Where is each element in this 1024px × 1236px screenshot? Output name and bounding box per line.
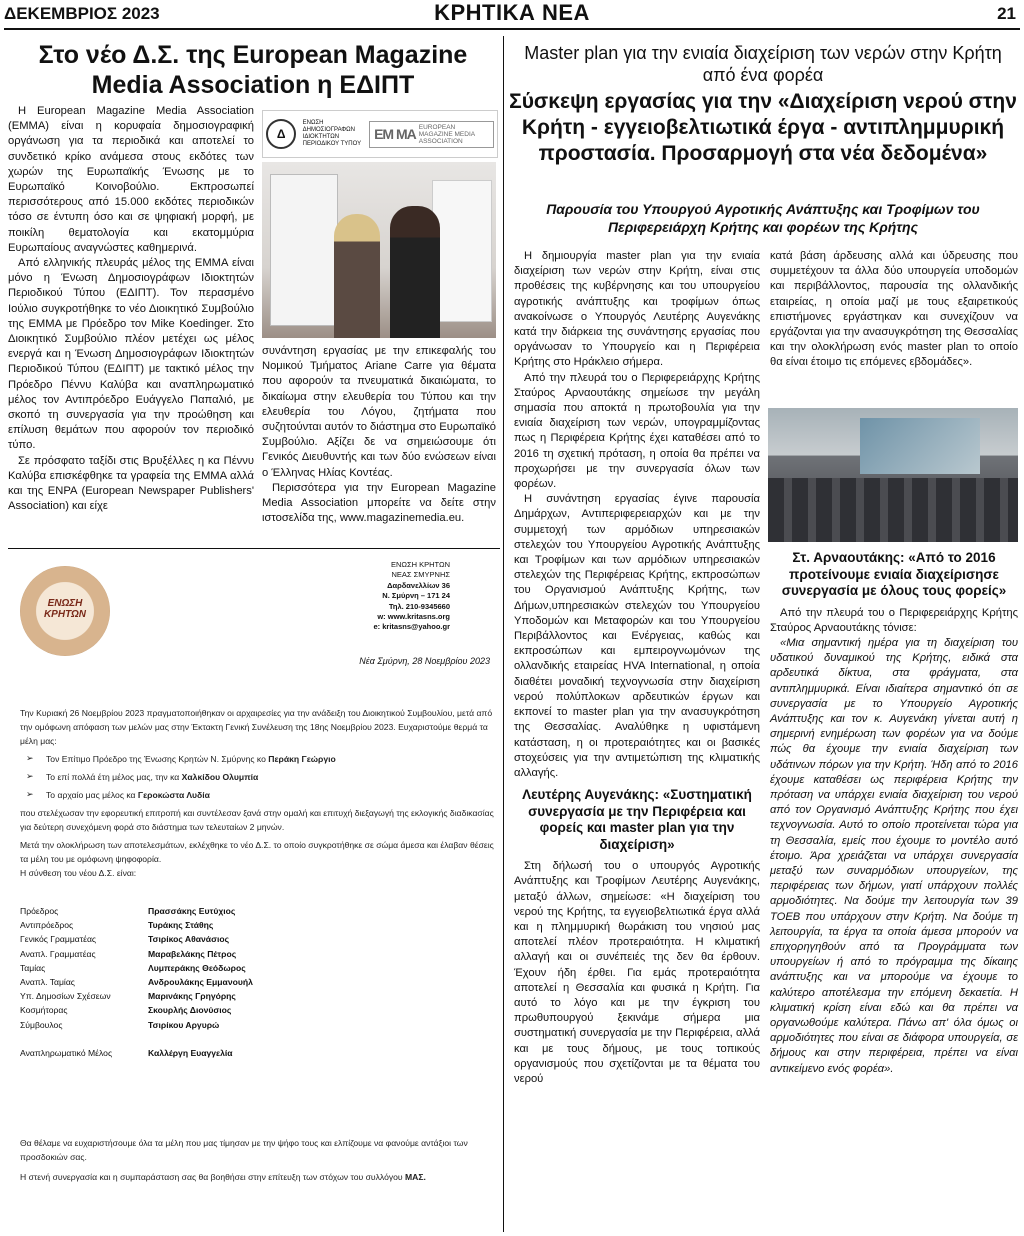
bullet-text: Το αρχαίο μας μέλος κα [46, 790, 138, 800]
article2-paragraph: Στη δήλωσή του ο υπουργός Αγροτικής Ανάπτυξης και Τροφίμων Λευτέρης Αυγενάκης, μεταξύ άλλων, σημείωσε: «Η διαχείριση του νερού της Κρήτης, τα εγγειοβελτιωτικά έργα αλλά και η πλημμυρική θωράκιση του νησιού μας αποτελεί πλέον προτεραιότητα. Η κλιματική αλλαγή και οι συνέπειές της δεν θα έρθουν. Έχουν ήδη έρθει. Για εμάς προτεραιότητα αποτελεί η Θεσσαλία και φυσικά η Κρήτη. Για αυτό το λόγο και με την έγκριση του πρωθυπουργού ξεκινάμε σήμερα μια συστηματική συνεργασία με την Περιφέρεια, αλλά και με τους δήμους, με τους τοπικούς οργανισμούς που σχετίζονται με τα θέματα του νερού [514, 860, 760, 1085]
board-row [20, 947, 320, 961]
address-line: ΕΝΩΣΗ ΚΡΗΤΩΝ [390, 560, 450, 569]
edipt-logo-text: ΕΝΩΣΗ ΔΗΜΟΣΙΟΓΡΑΦΩΝ ΙΔΙΟΚΤΗΤΩΝ ΠΕΡΙΟΔΙΚΟΥ ΤΥΠΟΥ [302, 120, 362, 147]
board-role: Αναπλ. Γραμματέας [20, 948, 96, 959]
board-name: Τσιρίκου Αργυρώ [148, 1019, 220, 1030]
address-line: Τηλ. 210-9345660 [388, 601, 450, 611]
article1-col2 [262, 344, 496, 526]
board-name: Πρασσάκης Ευτύχιος [148, 906, 236, 916]
letter-bullet [20, 752, 496, 766]
board-row [20, 932, 320, 946]
closing-emphasis: ΜΑΣ. [405, 1172, 426, 1182]
board-name: Τυράκης Στάθης [148, 920, 214, 931]
board-role: Πρόεδρος [20, 906, 59, 916]
letter-body [20, 706, 496, 880]
article2-headline: Σύσκεψη εργασίας για την «Διαχείριση νερού στην Κρήτη - εγγειοβελτιωτικά έργα - αντιπλημμυρική προστασία. Προσαρμογή στα νέα δεδομένα» [509, 90, 1017, 165]
issue-date: ΔΕΚΕΜΒΡΙΟΣ 2023 [4, 4, 160, 23]
article2-col2 [770, 249, 1018, 371]
board-name: Λυμπεράκης Θεόδωρος [148, 962, 246, 973]
article2-paragraph: Από την πλευρά του ο Περιφερειάρχης Κρήτης Σταύρος Αρναουτάκης τόνισε: [770, 606, 1018, 634]
board-row [20, 918, 320, 932]
article1-photo [262, 162, 496, 338]
board-name: Μαρινάκης Γρηγόρης [148, 991, 236, 1002]
board-intro: Η σύνθεση του νέου Δ.Σ. είναι: [20, 868, 137, 878]
board-name: Σκουρλής Διονύσιος [148, 1005, 232, 1016]
board-name: Τσιρίκος Αθανάσιος [148, 934, 230, 945]
article2-col1 [514, 249, 760, 1087]
board-name: Καλλέργη Ευαγγελία [148, 1047, 233, 1058]
edipt-logo: Δ [266, 119, 296, 149]
address-line: ΝΕΑΣ ΣΜΥΡΝΗΣ [391, 570, 450, 580]
article1-col1 [8, 104, 254, 514]
bullet-text: Το επί πολλά έτη μέλος μας, την κα [46, 772, 182, 782]
article1-paragraph: Η European Magazine Media Association (EMMA) είναι η κορυφαία δημοσιογραφική οργάνωση για τα περιοδικά και αποτελεί το συνδετικό κρίκο ανάμεσα στους εκδότες των χωρών της Ευρωπαϊκής Ένωσης με το Ευρωπαϊκό Κοινοβούλιο. Εκπροσωπεί περισσότερους από 15.000 εκδότες περιοδικών τόσο σε έντυπη όσο και σε ψηφιακή μορφή, με ποικίλη θεματολογία και εκατομμύρια Ευρωπαίους αναγνώστες καθημερινά. [8, 105, 254, 254]
board-role: Σύμβουλος [20, 1019, 63, 1030]
letter-paragraph: Θα θέλαμε να ευχαριστήσουμε όλα τα μέλη που μας τίμησαν με την ψήφο τους και ελπίζουμε να φανούμε αντάξιοι των προσδοκιών σας. [20, 1138, 468, 1162]
article2-subheading: Στ. Αρναουτάκης: «Από το 2016 προτείνουμε ενιαία διαχείρισησε συνεργασία με όλους τους φορείς» [781, 550, 1007, 598]
bullet-name: Χαλκίδου Ολυμπία [181, 772, 259, 782]
article2-quote: «Μια σημαντική ημέρα για τη διαχείριση του υδατικού δυναμικού της Κρήτης, ειδικά στα αρδευτικά δίκτυα, στα φράγματα, στα αντιπλημμυρικά. Είναι ιδιαίτερα σημαντικό ότι σε συνεργασία με το Υπουργείο Αγροτικής Ανάπτυξης και τον κ. Αυγενάκη γίνεται αυτή η σημερινή ενημέρωση των φορέων για να δούμε πώς θα έχουμε την ενιαία διαχείριση των υδάτινων πόρων για την Κρήτη. Ήδη από το 2016 έχουμε καταθέσει ως περιφέρεια Κρήτης την πρόταση να υπάρχει ενιαία διαχείριση του νερού από τον Οργανισμό Ανάπτυξης Κρήτης που έχει τεχνογνωσία. Αυτό το οποίο προτείνεται τώρα για τη Θεσσαλία, εμείς που έχουμε το μοντέλο αυτό έτοιμο. Άρα χρειάζεται να υπάρχει συνεργασία μεταξύ των συναρμόδιων υπουργείων, της περιφέρειας των δήμων, γιατί υπάρχουν πολλές αρμοδιότητες. Να δούμε την λειτουργία των 39 ΤΟΕΒ που υπάρχουν στην Κρήτη. Να δούμε τη λειτουργία, τα έργα τα οποία άμεσα μπορούν να επιχορηγηθούν από τα Προγράμματα των υπουργείων ή από το πρόγραμμα της δίκαιης ανάπτυξης και να μπορούμε να έχουμε το καλύτερο αποτέλεσμα την επόμενη δεκαετία. Η κλιματική κρίση είναι εδώ και θα πρέπει να οργανωθούμε καλύτερα. Πάνω απ' όλα όμως οι αρμοδιότητες που είναι σε διάφορα υπουργεία, σε δήμους και στην περιφέρεια, πρέπει να είναι αντικείμενο ενός φορέα». [770, 636, 1018, 1075]
article2-kicker: Master plan για την ενιαία διαχείριση των νερών στην Κρήτη από ένα φορέα [524, 43, 1002, 85]
board-role: Αντιπρόεδρος [20, 920, 74, 931]
board-row [20, 904, 320, 918]
photo-table [768, 478, 1018, 542]
article1-logos [262, 110, 498, 158]
board-role: Γενικός Γραμματέας [20, 934, 97, 945]
board-role: Ταμίας [20, 962, 46, 973]
board-name: Μαραβελάκης Πέτρος [148, 948, 237, 959]
letter-paragraph: Την Κυριακή 26 Νοεμβρίου 2023 πραγματοποιήθηκαν οι αρχαιρεσίες για την ανάδειξη του Διοικητικού Συμβουλίου, μετά από την ομόφωνη απόφαση των μελών μας στην Έκτακτη Γενική Συνέλευση της 18ης Νοεμβρίου 2023. Ευχαριστούμε θερμά τα μέλη μας: [20, 708, 493, 746]
bullet-name: Περάκη Γεώργιο [268, 754, 336, 764]
board-row [20, 975, 320, 989]
letter-paragraph [20, 1170, 496, 1184]
address-line: Ν. Σμύρνη – 171 24 [382, 591, 450, 601]
enosi-kriton-logo-text: ΕΝΩΣΗ ΚΡΗΤΩΝ [43, 598, 87, 620]
article2-paragraph: Η συνάντηση εργασίας έγινε παρουσία Δημάρχων, Αντιπεριφερειαρχών και με την συμμετοχή των αρμόδιων υπηρεσιακών στελεχών του Υπουργείου Αγροτικής Ανάπτυξης και Τροφίμων και των αρμόδιων υπηρεσιακών στελεχών της Περιφέρειας Κρήτης, εκπροσώπων του Οργανισμού Ανάπτυξης Κρήτης, των Δήμων,υπηρεσιακών στελεχών του Υπουργείου Υποδομών και Μεταφορών και του Υπουργείου Περιβάλλοντος και Ενέργειας, καθώς και εκπροσώπων και εμπειρογνωμόνων της ολλανδικής εταιρείας HVA International, η οποία διαθέτει μοναδική τεχνογνωσία στην διαχείριση νερού πολύπλοκων αρδευτικών έργων και εκπονεί το master plan για την ανασυγκρότηση της Θεσσαλίας. Αναλύθηκε η υφιστάμενη κατάσταση, η οι προτεραιότητες και οι βασικές στοχεύσεις για την αντιμετώπιση της κλιματικής αλλαγής. [514, 493, 760, 779]
board-row [20, 961, 320, 975]
board-role: Αναπληρωματικό Μέλος [20, 1047, 113, 1058]
bullet-name: Γερoκώστα Λυδία [137, 790, 210, 800]
column-divider [503, 36, 504, 1232]
letter-bullet [20, 770, 496, 784]
emma-logo [369, 121, 494, 148]
letter-paragraph: Μετά την ολοκλήρωση των αποτελεσμάτων, εκλέχθηκε το νέο Δ.Σ. το οποίο συγκροτήθηκε σε σώμα άμεσα και έλαβαν θέσεις τα μέλη του με ομόφωνη ψηφοφορία. [20, 840, 494, 864]
address-line: w: www.kritasns.org [377, 612, 450, 622]
bullet-text: Τον Επίτιμο Πρόεδρο της Ένωσης Κρητών Ν. Σμύρνης κο [46, 754, 269, 764]
article2-subheading: Λευτέρης Αυγενάκης: «Συστηματική συνεργασία με την Περιφέρεια και φορείς και master plan για την διαχείριση» [522, 787, 752, 852]
photo-banner [270, 174, 338, 326]
board-role: Υπ. Δημοσίων Σχέσεων [20, 991, 111, 1002]
article2-photo [768, 408, 1018, 542]
photo-screen [860, 418, 980, 474]
board-role: Κοσμήτορας [20, 1005, 68, 1016]
board-row [20, 1018, 320, 1032]
address-line: Δαρδανελλίων 36 [387, 580, 450, 590]
emma-logo-text: EUROPEAN MAGAZINE MEDIA ASSOCIATION [418, 123, 475, 145]
article1-paragraph: Σε πρόσφατο ταξίδι στις Βρυξέλλες η κα Πέννυ Καλύβα επισκέφθηκε τα γραφεία της EMMA αλλά και της ENPA (European Newspaper Publishers' Association) και είχε [8, 454, 254, 513]
article2-paragraph: Από την πλευρά του ο Περιφερειάρχης Κρήτης Σταύρος Αρναουτάκης σημείωσε την μεγάλη σημασία που αποκτά η πρωτοβουλία για την ενιαία διαχείριση των νερών, υπογραμμίζοντας πως η Περιφέρεια Κρήτης έχει καταθέσει από το 2016 τη σχετική πρόταση, η οποία θα πρέπει να προχωρήσει με την συνεργασία όλων των φορέων. [514, 371, 760, 491]
photo-banner [432, 180, 492, 322]
article2-subtitle: Παρουσία του Υπουργού Αγροτικής Ανάπτυξης και Τροφίμων του Περιφερειάρχη Κρήτης και φορέων της Κρήτης [546, 201, 980, 235]
article1-headline: Στο νέο Δ.Σ. της European Magazine Media Association η ΕΔΙΠΤ [38, 41, 468, 99]
board-row [20, 1046, 320, 1060]
board-row [20, 989, 320, 1003]
photo-person [390, 206, 440, 338]
article2-paragraph: κατά βάση άρδευσης αλλά και ύδρευσης που συμμετέχουν τα άλλα δύο υπουργεία υποδομών και περιβάλλοντος, παρουσία της ολλανδικής εταιρείας, η οποία μαζί με τους εξαιρετικούς επιστήμονες εργάστηκαν και συνεχίζουν να εργάζονται για την ανασυγκρότηση της Θεσσαλίας και την ολοκλήρωση ενός master plan το οποίο θα είναι έτοιμο τις επόμενες εβδομάδες». [770, 250, 1018, 369]
newspaper-title: ΚΡΗΤΙΚΑ ΝΕΑ [434, 0, 590, 25]
section-divider [8, 548, 500, 549]
letter-bullet [20, 788, 496, 802]
article2-paragraph: Η δημιουργία master plan για την ενιαία διαχείριση των νερών στην Κρήτη, είναι στις προθέσεις της κυβέρνησης και του υπουργείου αγροτικής ανάπτυξης και τροφίμων όπως ανακοίνωσε ο Υπουργός Λευτέρης Αυγενάκης κατά την διάρκεια της συνάντησης εργασίας που οργάνωσαν το Υπουργείο και η Περιφέρεια Κρήτης στο Ηράκλειο σήμερα. [514, 250, 760, 369]
closing-text: Η στενή συνεργασία και η συμπαράσταση σας θα βοηθήσει στην επίτευξη των στόχων του συλλόγου [20, 1172, 406, 1182]
letter-address [330, 560, 450, 633]
letter-paragraph: που στελέχωσαν την εφορευτική επιτροπή και συντέλεσαν ξανά στην ομαλή και επιτυχή διεξαγωγή της εκλογικής διαδικασίας για δεύτερη συνεχόμενη φορά στο διάστημα των τελευταίων 2 μηνών. [20, 808, 494, 832]
photo-person [334, 214, 380, 338]
emma-logo-mark: EM MA [374, 126, 416, 142]
board-name: Ανδρουλάκης Εμμανουήλ [148, 977, 253, 988]
letter-closing [20, 1136, 496, 1184]
page-number: 21 [997, 4, 1016, 23]
address-line: e: kritasns@yahoo.gr [373, 622, 450, 632]
board-list [20, 904, 320, 1060]
letter-date: Νέα Σμύρνη, 28 Νοεμβρίου 2023 [359, 656, 490, 666]
board-role: Αναπλ. Ταμίας [20, 977, 75, 988]
article1-paragraph: Περισσότερα για την European Magazine Media Association μπορείτε να δείτε στην ιστοσελίδα της, www.magazinemedia.eu. [262, 481, 496, 525]
article1-paragraph: συνάντηση εργασίας με την επικεφαλής του Νομικού Τμήματος Ariane Carre για θέματα που αφορούν τα πνευματικά δικαιώματα, το δικαίωμα στην ελευθερία του Τύπου και την ελευθερία του Λόγου, ζητήματα που συζητούνται αυτόν το διάστημα στο Ευρωπαϊκό Συμβούλιο. Αξίζει δε να σημειώσουμε ότι Γενικός Διευθυντής και των δύο ενώσεων είναι ο Έλληνας Ηλίας Κοντέας. [262, 345, 496, 479]
article2-col2-lower [770, 550, 1018, 1077]
board-row [20, 1003, 320, 1017]
article1-paragraph: Από ελληνικής πλευράς μέλος της EMMA είναι μόνο η Ένωση Δημοσιογράφων Ιδιοκτητών Περιοδικού Τύπου (ΕΔΙΠΤ). Τον περασμένο Ιούλιο συγκροτήθηκε το νέο Διοικητικό Συμβούλιο της EMMA με Πρόεδρο τον Mike Koedinger. Στο Διοικητικό Συμβούλιο πλέον μετέχει ως μέλος ενεργά και η Ένωση Δημοσιογράφων Ιδιοκτητών Περιοδικού Τύπου (ΕΔΙΠΤ) με τακτικό μέλος την Πρόεδρο Πέννυ Καλύβα και αναπληρωματικό μέλος τον Αντιπρόεδρο Ευάγγελο Παπαλιό, με σκοπό τη συνεργασία για την προώθηση και επίλυση θεμάτων που αφορούν τον περιοδικό τύπο. [8, 257, 254, 452]
